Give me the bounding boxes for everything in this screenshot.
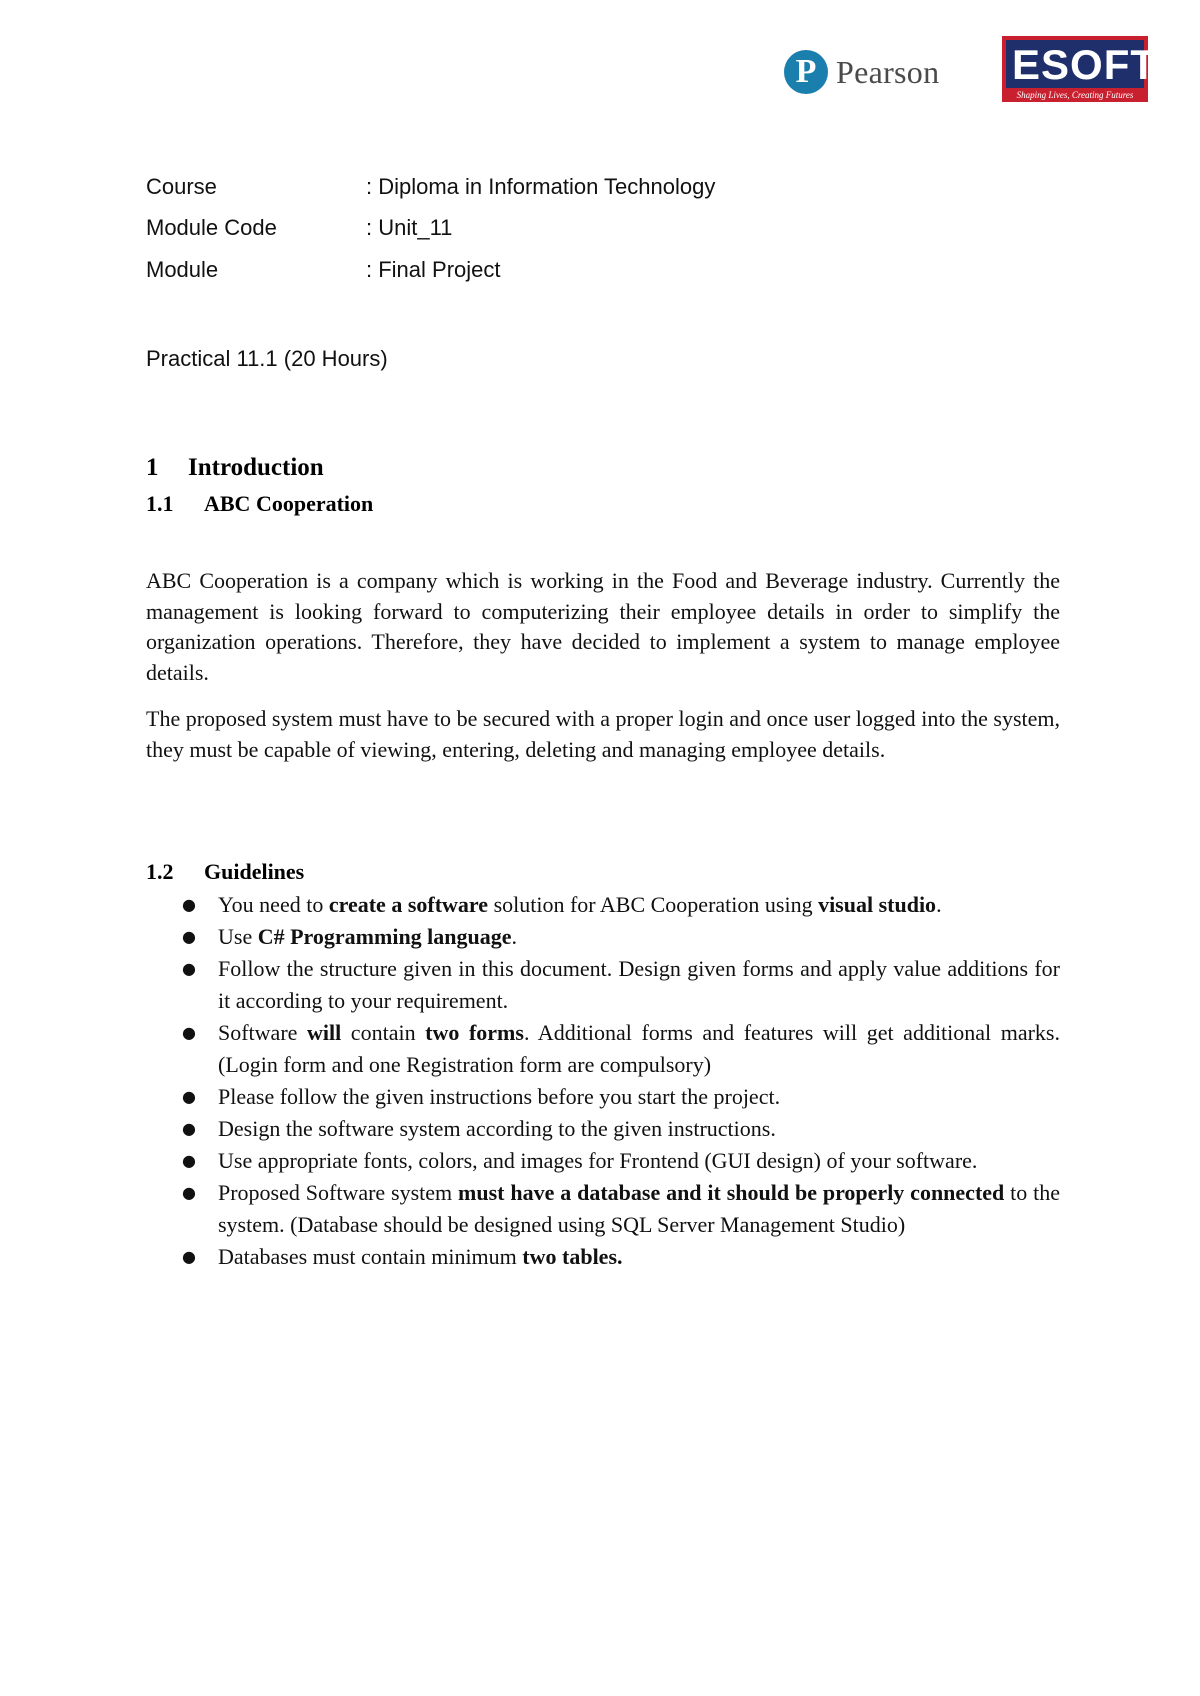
list-item-text: . [936, 892, 942, 917]
subsection-title: Guidelines [204, 859, 305, 884]
list-item-text: Databases must contain minimum [218, 1244, 523, 1269]
bullet-icon: ● [182, 927, 196, 946]
list-item [146, 1017, 1060, 1081]
list-item [146, 1145, 1060, 1177]
list-item [146, 1177, 1060, 1241]
list-item-text: Use appropriate fonts, colors, and images for Frontend (GUI design) of your software. [218, 1148, 978, 1173]
section-heading-introduction [146, 454, 324, 482]
esoft-logo [1002, 36, 1158, 102]
bullet-icon: ● [182, 1087, 196, 1106]
guidelines-list [146, 889, 1060, 1273]
list-item-emphasis: C# Programming language [257, 924, 512, 949]
list-item-text: . [511, 924, 518, 949]
list-item [146, 921, 1060, 953]
list-item-text: solution for ABC Cooperation using [488, 892, 819, 917]
esoft-logo-panel [1006, 40, 1158, 88]
subsection-heading-guidelines [146, 859, 304, 885]
list-item-emphasis: two tables. [522, 1244, 623, 1269]
list-item-text: You need to [218, 892, 329, 917]
module-code-value: : Unit_11 [366, 215, 453, 240]
bullet-icon: ● [182, 1023, 196, 1042]
list-item-emphasis: visual studio [818, 892, 937, 917]
subsection-heading-abc [146, 491, 373, 517]
pearson-logo [784, 46, 954, 98]
bullet-icon: ● [182, 1247, 196, 1266]
section-number: 1 [146, 454, 159, 481]
list-item-text: . Additional forms and features will get additional marks. (Login form and one Registration form are compulsory) [218, 1020, 1060, 1077]
list-item-text: Design the software system according to the given instructions. [218, 1116, 776, 1141]
list-item [146, 889, 1060, 921]
section-title: Introduction [188, 454, 324, 481]
module-code-label: Module Code [146, 215, 277, 240]
list-item [146, 953, 1060, 1017]
list-item [146, 1241, 1060, 1273]
course-value: : Diploma in Information Technology [366, 174, 716, 199]
paragraph-proposed-system: The proposed system must have to be secured with a proper login and once user logged into the system, they must be capable of viewing, entering, deleting and managing employee details. [146, 706, 1060, 762]
esoft-tagline: Shaping Lives, Creating Futures [1016, 90, 1134, 100]
list-item-text: Follow the structure given in this document. Design given forms and apply value additions for it according to your requirement. [218, 956, 1060, 1013]
bullet-icon: ● [182, 1151, 196, 1170]
paragraph-company-overview: ABC Cooperation is a company which is working in the Food and Beverage industry. Currently the management is looking forward to computerizing their employee details in order to simplify the organization operations. Therefore, they have decided to implement a system to manage employee details. [146, 568, 1060, 685]
esoft-wordmark: ESOFT [1012, 41, 1158, 88]
subsection-number: 1.2 [146, 859, 174, 884]
list-item-emphasis: must have a database and it should be properly connected [458, 1180, 1005, 1205]
list-item-text: Proposed Software system [218, 1180, 459, 1205]
bullet-icon: ● [182, 959, 196, 978]
list-item-text: to the system. (Database should be designed using SQL Server Management Studio) [218, 1180, 1061, 1237]
subsection-title: ABC Cooperation [204, 491, 374, 516]
practical-title: Practical 11.1 (20 Hours) [146, 346, 388, 371]
bullet-icon: ● [182, 1119, 196, 1138]
list-item-text: Use [218, 924, 258, 949]
list-item-text: Please follow the given instructions before you start the project. [218, 1084, 781, 1109]
pearson-wordmark: Pearson [836, 53, 940, 90]
list-item [146, 1113, 1060, 1145]
module-value: : Final Project [366, 257, 501, 282]
bullet-icon: ● [182, 895, 196, 914]
course-label: Course [146, 174, 217, 199]
list-item [146, 1081, 1060, 1113]
list-item-text: contain [341, 1020, 426, 1045]
subsection-number: 1.1 [146, 491, 174, 516]
list-item-text: Software [218, 1020, 307, 1045]
list-item-emphasis: will [307, 1020, 342, 1045]
pearson-mark-icon [784, 50, 828, 94]
list-item-emphasis: two forms [425, 1020, 524, 1045]
pearson-mark-letter: P [795, 53, 817, 90]
list-item-emphasis: create a software [328, 892, 489, 917]
module-label: Module [146, 257, 219, 282]
bullet-icon: ● [182, 1183, 196, 1202]
